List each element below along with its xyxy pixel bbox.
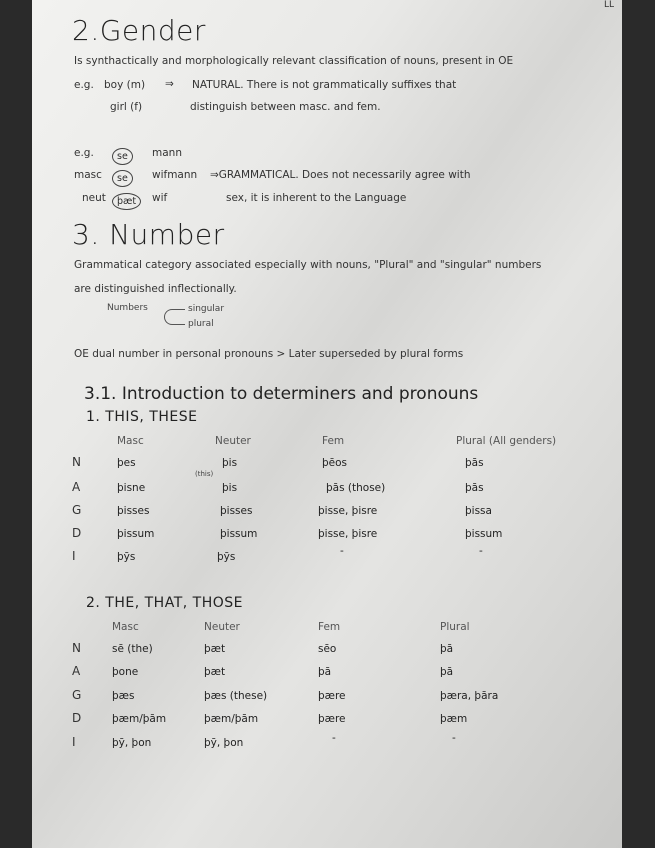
table2-cell: þæm/þām (204, 713, 259, 725)
table1-cell: þisses (117, 505, 150, 517)
table2-header-fem: Fem (318, 621, 341, 633)
gender-example1-word: boy (m) (104, 79, 146, 91)
table1-cell: þisne (117, 482, 146, 494)
grammatical-note: ⇒GRAMMATICAL. Does not necessarily agree with (210, 169, 471, 181)
table2-cell: þone (112, 666, 139, 678)
table2-cell: þæm/þām (112, 713, 167, 725)
table1-header-fem: Fem (322, 435, 345, 447)
table1-cell: þās (those) (326, 482, 386, 494)
table2-title: 2. THE, THAT, THOSE (86, 595, 243, 611)
case-label: I (72, 549, 76, 563)
table1-cell: þissum (117, 528, 155, 540)
table2-cell: þæm (440, 713, 468, 725)
case-label: N (72, 455, 81, 469)
table2-cell: sēo (318, 643, 337, 655)
case-label: G (72, 503, 82, 517)
arrow-icon: ⇒ (165, 78, 174, 90)
table2-cell: - (332, 732, 336, 744)
case-label: A (72, 480, 81, 494)
table2-header-masc: Masc (112, 621, 139, 633)
table2-cell: þæs (these) (204, 690, 268, 702)
table1-cell: þēos (322, 457, 348, 469)
case-label: D (72, 711, 82, 725)
table2-cell: þӯ, þon (204, 737, 244, 749)
article-circle: se (112, 166, 133, 187)
table1-cell: þissum (465, 528, 503, 540)
numbers-label: Numbers (107, 303, 148, 313)
table1-header-neuter: Neuter (215, 435, 251, 447)
gender-example1-word2: girl (f) (110, 101, 143, 113)
notebook-page (32, 0, 622, 848)
case-label: D (72, 526, 82, 540)
case-label: N (72, 641, 81, 655)
table1-cell: þisse, þisre (318, 528, 378, 540)
table2-cell: þӯ, þon (112, 737, 152, 749)
table1-title: 1. THIS, THESE (86, 409, 198, 425)
gender-definition: Is synthactically and morphologically relevant classification of nouns, present in OE (74, 55, 514, 67)
gender-heading: 2.Gender (72, 14, 206, 47)
table2-cell: þæt (204, 666, 226, 678)
table2-header-plural: Plural (440, 621, 470, 633)
table1-cell: þis (222, 482, 238, 494)
number-definition-cont: are distinguished inflectionally. (74, 283, 237, 295)
table1-cell: þӯs (117, 551, 136, 563)
determiners-heading: 3.1. Introduction to determiners and pronouns (84, 384, 479, 404)
table2-cell: þære (318, 713, 346, 725)
number-heading: 3. Number (72, 218, 225, 251)
table2-cell: þære (318, 690, 346, 702)
table1-cell: þissum (220, 528, 258, 540)
masc-label: masc (74, 169, 102, 181)
table1-cell: þisses (220, 505, 253, 517)
table1-cell: þis (222, 457, 238, 469)
table2-cell: þā (440, 666, 454, 678)
table2-cell: þæt (204, 643, 226, 655)
table1-cell: þӯs (217, 551, 236, 563)
case-label: G (72, 688, 82, 702)
gender-example1-text: NATURAL. There is not grammatically suffixes that (192, 79, 457, 91)
gender-example1-label: e.g. (74, 79, 94, 91)
noun-mann: mann (152, 147, 182, 159)
case-label: I (72, 735, 76, 749)
case-label: A (72, 664, 81, 678)
table1-cell: þisse, þisre (318, 505, 378, 517)
table1-cell: - (340, 545, 344, 557)
table2-header-neuter: Neuter (204, 621, 240, 633)
table1-header-masc: Masc (117, 435, 144, 447)
gender-example2-label: e.g. (74, 147, 94, 159)
table1-cell: þissa (465, 505, 492, 517)
noun-wifmann: wifmann (152, 169, 198, 181)
dual-number-note: OE dual number in personal pronouns > Later superseded by plural forms (74, 348, 464, 360)
gender-example1-text2: distinguish between masc. and fem. (190, 101, 381, 113)
this-annotation: (this) (195, 470, 214, 478)
numbers-plural: plural (188, 319, 214, 329)
table2-cell: sē (the) (112, 643, 153, 655)
article-circle: þæt (112, 189, 141, 210)
neut-label: neut (82, 192, 106, 204)
article-circle: se (112, 144, 133, 165)
corner-mark: LL (603, 0, 614, 10)
table2-cell: þā (318, 666, 332, 678)
grammatical-note-cont: sex, it is inherent to the Language (226, 192, 407, 204)
noun-wif: wif (152, 192, 168, 204)
numbers-singular: singular (188, 304, 225, 314)
table1-cell: - (479, 545, 483, 557)
brace-icon (164, 309, 185, 325)
table2-cell: þæs (112, 690, 135, 702)
table1-header-plural: Plural (All genders) (456, 435, 557, 447)
table2-cell: - (452, 732, 456, 744)
table1-cell: þās (465, 457, 484, 469)
table2-cell: þæra, þāra (440, 690, 499, 702)
table1-cell: þes (117, 457, 136, 469)
table1-cell: þās (465, 482, 484, 494)
table2-cell: þā (440, 643, 454, 655)
number-definition: Grammatical category associated especially with nouns, "Plural" and "singular" numbers (74, 259, 542, 271)
